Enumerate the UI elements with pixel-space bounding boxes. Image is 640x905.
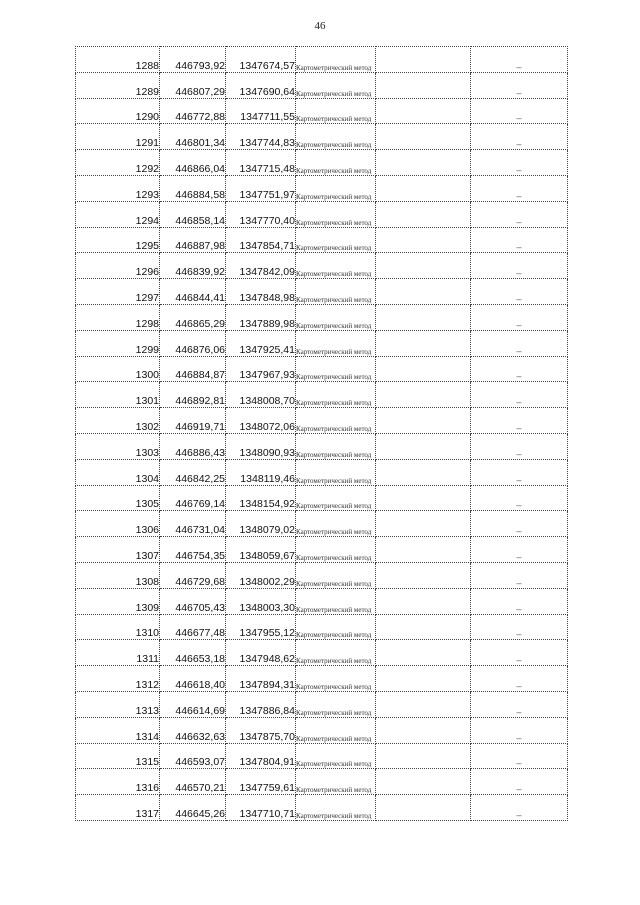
point-number-cell: 1299: [76, 330, 160, 356]
y-coordinate-cell: 1347751,97: [226, 175, 296, 201]
x-coordinate-cell: 446842,25: [160, 459, 226, 485]
empty-cell: [376, 201, 471, 227]
y-coordinate-cell: 1347889,98: [226, 304, 296, 330]
y-coordinate-cell: 1348059,67: [226, 537, 296, 563]
point-number-cell: 1300: [76, 356, 160, 382]
x-coordinate-cell: 446807,29: [160, 72, 226, 98]
empty-cell: [376, 614, 471, 640]
method-cell: Картометрический метод: [296, 408, 376, 434]
x-coordinate-cell: 446772,88: [160, 98, 226, 124]
point-number-cell: 1298: [76, 304, 160, 330]
empty-cell: [376, 666, 471, 692]
x-coordinate-cell: 446593,07: [160, 743, 226, 769]
note-cell: –: [471, 614, 568, 640]
method-cell: Картометрический метод: [296, 98, 376, 124]
point-number-cell: 1296: [76, 253, 160, 279]
x-coordinate-cell: 446754,35: [160, 537, 226, 563]
note-cell: –: [471, 175, 568, 201]
x-coordinate-cell: 446886,43: [160, 433, 226, 459]
empty-cell: [376, 227, 471, 253]
x-coordinate-cell: 446731,04: [160, 511, 226, 537]
note-cell: –: [471, 511, 568, 537]
point-number-cell: 1311: [76, 640, 160, 666]
x-coordinate-cell: 446876,06: [160, 330, 226, 356]
method-cell: Картометрический метод: [296, 614, 376, 640]
empty-cell: [376, 459, 471, 485]
y-coordinate-cell: 1347894,31: [226, 666, 296, 692]
note-cell: –: [471, 743, 568, 769]
x-coordinate-cell: 446884,58: [160, 175, 226, 201]
note-cell: –: [471, 382, 568, 408]
coordinates-table: [75, 46, 568, 821]
y-coordinate-cell: 1347770,40: [226, 201, 296, 227]
method-cell: Картометрический метод: [296, 691, 376, 717]
x-coordinate-cell: 446844,41: [160, 279, 226, 305]
table-row: [76, 691, 568, 717]
method-cell: Картометрический метод: [296, 459, 376, 485]
y-coordinate-cell: 1347955,12: [226, 614, 296, 640]
empty-cell: [376, 279, 471, 305]
y-coordinate-cell: 1347674,57: [226, 47, 296, 73]
method-cell: Картометрический метод: [296, 485, 376, 511]
table-row: [76, 98, 568, 124]
note-cell: –: [471, 227, 568, 253]
point-number-cell: 1294: [76, 201, 160, 227]
point-number-cell: 1315: [76, 743, 160, 769]
point-number-cell: 1301: [76, 382, 160, 408]
y-coordinate-cell: 1348002,29: [226, 562, 296, 588]
x-coordinate-cell: 446887,98: [160, 227, 226, 253]
y-coordinate-cell: 1347875,70: [226, 717, 296, 743]
y-coordinate-cell: 1347711,55: [226, 98, 296, 124]
note-cell: –: [471, 72, 568, 98]
x-coordinate-cell: 446677,48: [160, 614, 226, 640]
method-cell: Картометрический метод: [296, 537, 376, 563]
point-number-cell: 1304: [76, 459, 160, 485]
y-coordinate-cell: 1347848,98: [226, 279, 296, 305]
y-coordinate-cell: 1347690,64: [226, 72, 296, 98]
empty-cell: [376, 485, 471, 511]
point-number-cell: 1291: [76, 124, 160, 150]
method-cell: Картометрический метод: [296, 279, 376, 305]
y-coordinate-cell: 1347948,62: [226, 640, 296, 666]
table-row: [76, 330, 568, 356]
y-coordinate-cell: 1347759,61: [226, 769, 296, 795]
note-cell: –: [471, 562, 568, 588]
y-coordinate-cell: 1348090,93: [226, 433, 296, 459]
empty-cell: [376, 124, 471, 150]
x-coordinate-cell: 446884,87: [160, 356, 226, 382]
empty-cell: [376, 640, 471, 666]
note-cell: –: [471, 795, 568, 821]
method-cell: Картометрический метод: [296, 717, 376, 743]
empty-cell: [376, 304, 471, 330]
table-row: [76, 743, 568, 769]
table-row: [76, 201, 568, 227]
method-cell: Картометрический метод: [296, 124, 376, 150]
x-coordinate-cell: 446705,43: [160, 588, 226, 614]
empty-cell: [376, 253, 471, 279]
point-number-cell: 1297: [76, 279, 160, 305]
table-row: [76, 253, 568, 279]
x-coordinate-cell: 446865,29: [160, 304, 226, 330]
table-row: [76, 356, 568, 382]
note-cell: –: [471, 459, 568, 485]
table-row: [76, 614, 568, 640]
method-cell: Картометрический метод: [296, 769, 376, 795]
note-cell: –: [471, 124, 568, 150]
note-cell: –: [471, 201, 568, 227]
point-number-cell: 1288: [76, 47, 160, 73]
y-coordinate-cell: 1348008,70: [226, 382, 296, 408]
x-coordinate-cell: 446892,81: [160, 382, 226, 408]
note-cell: –: [471, 356, 568, 382]
table-row: [76, 769, 568, 795]
point-number-cell: 1307: [76, 537, 160, 563]
table-row: [76, 459, 568, 485]
note-cell: –: [471, 537, 568, 563]
point-number-cell: 1295: [76, 227, 160, 253]
table-row: [76, 562, 568, 588]
method-cell: Картометрический метод: [296, 227, 376, 253]
method-cell: Картометрический метод: [296, 795, 376, 821]
table-row: [76, 511, 568, 537]
point-number-cell: 1308: [76, 562, 160, 588]
empty-cell: [376, 47, 471, 73]
y-coordinate-cell: 1347854,71: [226, 227, 296, 253]
point-number-cell: 1290: [76, 98, 160, 124]
page-number: 46: [314, 20, 326, 32]
point-number-cell: 1293: [76, 175, 160, 201]
point-number-cell: 1316: [76, 769, 160, 795]
table-row: [76, 485, 568, 511]
note-cell: –: [471, 433, 568, 459]
table-row: [76, 408, 568, 434]
y-coordinate-cell: 1347744,83: [226, 124, 296, 150]
empty-cell: [376, 98, 471, 124]
table-row: [76, 537, 568, 563]
note-cell: –: [471, 47, 568, 73]
table-row: [76, 382, 568, 408]
method-cell: Картометрический метод: [296, 304, 376, 330]
point-number-cell: 1310: [76, 614, 160, 640]
y-coordinate-cell: 1348154,92: [226, 485, 296, 511]
empty-cell: [376, 537, 471, 563]
y-coordinate-cell: 1348072,06: [226, 408, 296, 434]
note-cell: –: [471, 588, 568, 614]
y-coordinate-cell: 1347715,48: [226, 150, 296, 176]
table-row: [76, 279, 568, 305]
method-cell: Картометрический метод: [296, 640, 376, 666]
y-coordinate-cell: 1347842,09: [226, 253, 296, 279]
empty-cell: [376, 743, 471, 769]
empty-cell: [376, 795, 471, 821]
note-cell: –: [471, 485, 568, 511]
y-coordinate-cell: 1347710,71: [226, 795, 296, 821]
empty-cell: [376, 769, 471, 795]
empty-cell: [376, 408, 471, 434]
empty-cell: [376, 588, 471, 614]
empty-cell: [376, 175, 471, 201]
x-coordinate-cell: 446614,69: [160, 691, 226, 717]
method-cell: Картометрический метод: [296, 175, 376, 201]
x-coordinate-cell: 446866,04: [160, 150, 226, 176]
table-row: [76, 47, 568, 73]
y-coordinate-cell: 1348003,30: [226, 588, 296, 614]
x-coordinate-cell: 446793,92: [160, 47, 226, 73]
table-row: [76, 304, 568, 330]
method-cell: Картометрический метод: [296, 253, 376, 279]
y-coordinate-cell: 1347804,91: [226, 743, 296, 769]
x-coordinate-cell: 446769,14: [160, 485, 226, 511]
method-cell: Картометрический метод: [296, 382, 376, 408]
table-row: [76, 433, 568, 459]
x-coordinate-cell: 446570,21: [160, 769, 226, 795]
method-cell: Картометрический метод: [296, 356, 376, 382]
y-coordinate-cell: 1348119,46: [226, 459, 296, 485]
empty-cell: [376, 562, 471, 588]
point-number-cell: 1306: [76, 511, 160, 537]
method-cell: Картометрический метод: [296, 666, 376, 692]
point-number-cell: 1305: [76, 485, 160, 511]
x-coordinate-cell: 446919,71: [160, 408, 226, 434]
note-cell: –: [471, 98, 568, 124]
x-coordinate-cell: 446645,26: [160, 795, 226, 821]
empty-cell: [376, 72, 471, 98]
point-number-cell: 1317: [76, 795, 160, 821]
y-coordinate-cell: 1347967,93: [226, 356, 296, 382]
method-cell: Картометрический метод: [296, 433, 376, 459]
method-cell: Картометрический метод: [296, 47, 376, 73]
table-row: [76, 72, 568, 98]
x-coordinate-cell: 446839,92: [160, 253, 226, 279]
table-row: [76, 666, 568, 692]
x-coordinate-cell: 446729,68: [160, 562, 226, 588]
empty-cell: [376, 717, 471, 743]
table-row: [76, 588, 568, 614]
note-cell: –: [471, 640, 568, 666]
note-cell: –: [471, 408, 568, 434]
point-number-cell: 1314: [76, 717, 160, 743]
point-number-cell: 1309: [76, 588, 160, 614]
method-cell: Картометрический метод: [296, 201, 376, 227]
point-number-cell: 1312: [76, 666, 160, 692]
point-number-cell: 1313: [76, 691, 160, 717]
empty-cell: [376, 150, 471, 176]
point-number-cell: 1292: [76, 150, 160, 176]
x-coordinate-cell: 446801,34: [160, 124, 226, 150]
y-coordinate-cell: 1347886,84: [226, 691, 296, 717]
method-cell: Картометрический метод: [296, 588, 376, 614]
method-cell: Картометрический метод: [296, 330, 376, 356]
note-cell: –: [471, 330, 568, 356]
note-cell: –: [471, 691, 568, 717]
coordinates-table-body: [76, 47, 568, 821]
empty-cell: [376, 382, 471, 408]
note-cell: –: [471, 666, 568, 692]
empty-cell: [376, 511, 471, 537]
point-number-cell: 1289: [76, 72, 160, 98]
empty-cell: [376, 691, 471, 717]
note-cell: –: [471, 279, 568, 305]
table-row: [76, 124, 568, 150]
note-cell: –: [471, 769, 568, 795]
point-number-cell: 1302: [76, 408, 160, 434]
method-cell: Картометрический метод: [296, 743, 376, 769]
table-row: [76, 717, 568, 743]
empty-cell: [376, 330, 471, 356]
x-coordinate-cell: 446653,18: [160, 640, 226, 666]
x-coordinate-cell: 446632,63: [160, 717, 226, 743]
method-cell: Картометрический метод: [296, 511, 376, 537]
table-row: [76, 175, 568, 201]
note-cell: –: [471, 253, 568, 279]
y-coordinate-cell: 1347925,41: [226, 330, 296, 356]
x-coordinate-cell: 446618,40: [160, 666, 226, 692]
empty-cell: [376, 433, 471, 459]
method-cell: Картометрический метод: [296, 562, 376, 588]
method-cell: Картометрический метод: [296, 72, 376, 98]
table-row: [76, 795, 568, 821]
table-row: [76, 227, 568, 253]
table-row: [76, 150, 568, 176]
point-number-cell: 1303: [76, 433, 160, 459]
empty-cell: [376, 356, 471, 382]
y-coordinate-cell: 1348079,02: [226, 511, 296, 537]
x-coordinate-cell: 446858,14: [160, 201, 226, 227]
note-cell: –: [471, 150, 568, 176]
table-row: [76, 640, 568, 666]
method-cell: Картометрический метод: [296, 150, 376, 176]
note-cell: –: [471, 717, 568, 743]
note-cell: –: [471, 304, 568, 330]
